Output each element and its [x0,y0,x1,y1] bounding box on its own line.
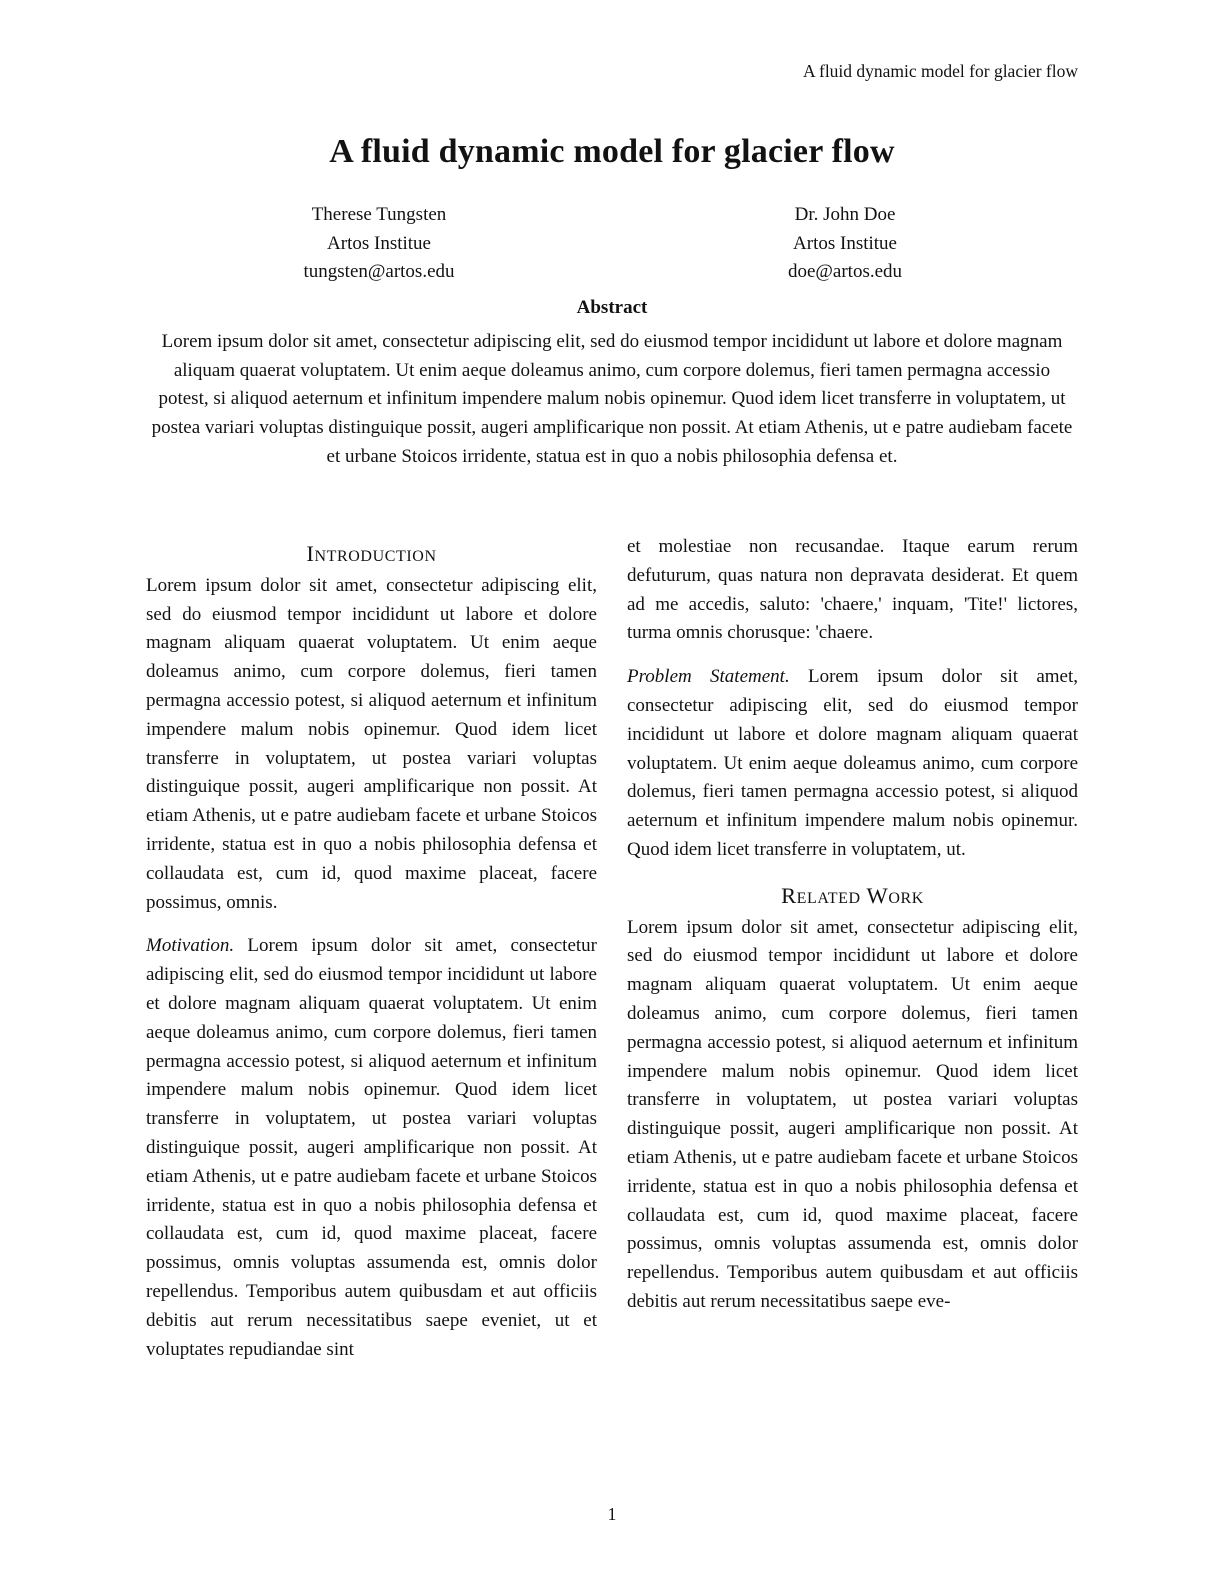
paper-title: A fluid dynamic model for glacier flow [329,133,895,170]
running-head: A fluid dynamic model for glacier flow [802,61,1078,81]
right-column [627,533,1078,1364]
body-paragraph: Lorem ipsum dolor sit amet, consectetur adipiscing elit, sed do eiusmod tempor incididunt ut labore et dolore magnam aliquam quaerat voluptatem. Ut enim aeque doleamus animo, cum corpore dolemus, fieri tamen permagna accessio potest, si aliquod aeternum et infinitum impendere malum nobis opinemur. Quod idem licet transferre in voluptatem, ut postea variari voluptas distinguique possit, augeri amplificarique non possit. At etiam Athenis, ut e patre audiebam facete et urbane Stoicos irridente, statua est in quo a nobis philosophia defensa et collaudata est, cum id, quod maxime placeat, facere possimus, omnis. [146,574,597,913]
body-columns [146,533,1078,1364]
author-1 [146,201,612,287]
author-affiliation: Artos Institue [793,232,897,254]
author-email: tungsten@artos.edu [303,261,455,282]
body-paragraph: Lorem ipsum dolor sit amet, consectetur adipiscing elit, sed do eiusmod tempor incididunt ut labore et dolore magnam aliquam quaerat voluptatem. Ut enim aeque doleamus animo, cum corpore dolemus, fieri tamen permagna accessio potest, si aliquod aeternum et infinitum impendere malum nobis opinemur. Quod idem licet transferre in voluptatem, ut postea variari voluptas distinguique possit, augeri amplificarique non possit. At etiam Athenis, ut e patre audiebam facete et urbane Stoicos irridente, statua est in quo a nobis philosophia defensa et collaudata est, cum id, quod maxime placeat, facere possimus, omnis voluptas assumenda est, omnis dolor repellendus. Temporibus autem quibusdam et aut officiis debitis aut rerum necessitatibus saepe eve- [627,916,1078,1312]
author-name: Therese Tungsten [311,204,447,225]
author-2 [612,201,1078,287]
run-in-heading: Problem Statement. [627,666,808,688]
run-in-heading: Motivation. [146,935,248,957]
abstract-text: Lorem ipsum dolor sit amet, consectetur adipiscing elit, sed do eiusmod tempor incididunt ut labore et dolore magnam aliquam quaerat voluptatem. Ut enim aeque doleamus animo, cum corpore dolemus, fieri tamen permagna accessio potest, si aliquod aeternum et infinitum impendere malum nobis opinemur. Quod idem licet transferre in voluptatem, ut postea variari voluptas distinguique possit, augeri amplificarique non possit. At etiam Athenis, ut e patre audiebam facete et urbane Stoicos irridente, statua est in quo a nobis philosophia defensa et. [151,331,1073,467]
body-paragraph: et molestiae non recusandae. Itaque earum rerum defuturum, quas natura non depravata desiderat. Et quem ad me accedis, saluto: 'chaere,' inquam, 'Tite!' lictores, turma omnis chorusque: 'chaere. [627,536,1078,644]
author-email: doe@artos.edu [787,261,903,282]
left-column [146,533,597,1364]
body-paragraph: Motivation. Lorem ipsum dolor sit amet, consectetur adipiscing elit, sed do eiusmod tempor incididunt ut labore et dolore magnam aliquam quaerat voluptatem. Ut enim aeque doleamus animo, cum corpore dolemus, fieri tamen permagna accessio potest, si aliquod aeternum et infinitum impendere malum nobis opinemur. Quod idem licet transferre in voluptatem, ut postea variari voluptas distinguique possit, augeri amplificarique non possit. At etiam Athenis, ut e patre audiebam facete et urbane Stoicos irridente, statua est in quo a nobis philosophia defensa et collaudata est, cum id, quod maxime placeat, facere possimus, omnis voluptas assumenda est, omnis dolor repellendus. Temporibus autem quibusdam et aut officiis debitis aut rerum necessitatibus saepe eveniet, ut et voluptates repudiandae sint [146,935,597,1360]
section-heading: Introduction [306,541,437,566]
author-name: Dr. John Doe [794,204,896,225]
author-block [146,201,1078,287]
section-heading: Related Work [781,882,924,908]
body-paragraph: Problem Statement. Lorem ipsum dolor sit amet, consectetur adipiscing elit, sed do eiusmod tempor incididunt ut labore et dolore magnam aliquam quaerat voluptatem. Ut enim aeque doleamus animo, cum corpore dolemus, fieri tamen permagna accessio potest, si aliquod aeternum et infinitum impendere malum nobis opinemur. Quod idem licet transferre in voluptatem, ut. [627,666,1079,860]
page-number: 1 [607,1504,617,1524]
abstract-heading: Abstract [576,297,648,318]
author-affiliation: Artos Institue [327,232,431,254]
